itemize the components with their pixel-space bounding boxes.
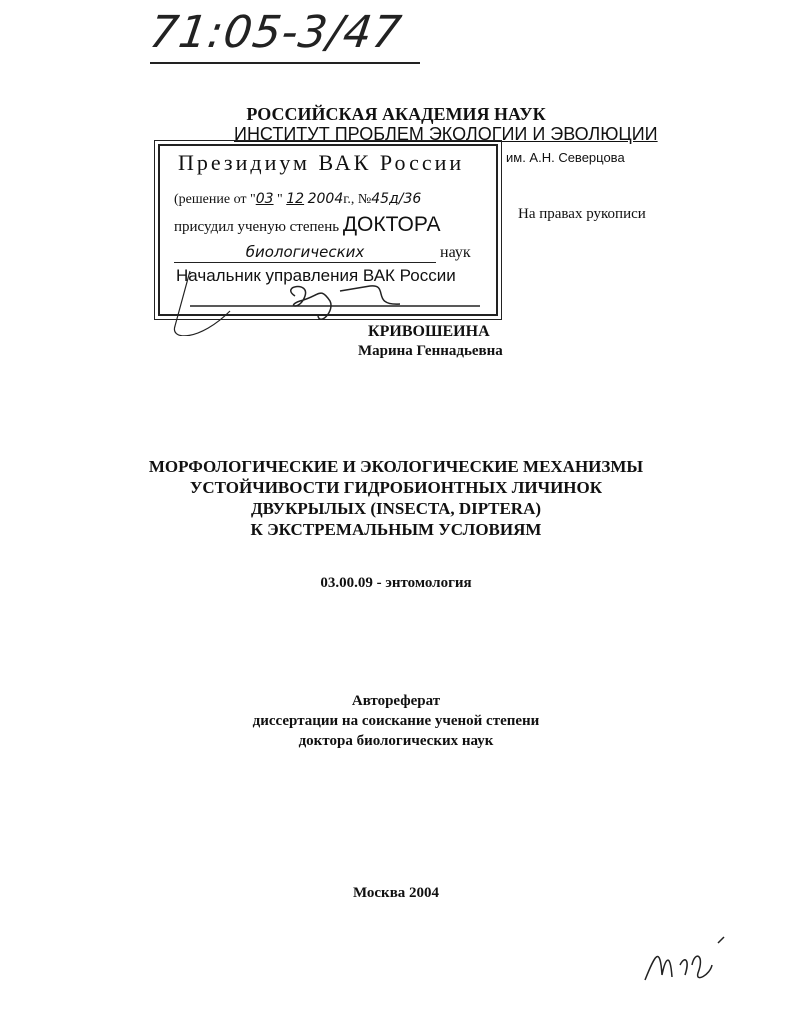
doc-type-line: диссертации на соискание ученой степени <box>252 713 540 729</box>
decision-prefix: (решение от " <box>174 192 256 207</box>
author-name: Марина Геннадьевна <box>358 343 503 359</box>
institute-named-after: им. А.Н. Северцова <box>506 150 625 165</box>
vak-official: Начальник управления ВАК России <box>176 266 456 285</box>
archive-underline <box>150 60 430 66</box>
decision-number: 45д/36 <box>371 191 422 207</box>
degree: ДОКТОРА <box>342 213 441 236</box>
title-line: МОРФОЛОГИЧЕСКИЕ И ЭКОЛОГИЧЕСКИЕ МЕХАНИЗМЫ <box>148 457 644 476</box>
stamp-title: Президиум ВАК России <box>178 150 465 175</box>
sciences-word: наук <box>440 244 471 261</box>
field-of-science: биологических <box>174 242 436 263</box>
manuscript-rights: На правах рукописи <box>518 206 646 222</box>
handwritten-signature <box>640 935 730 995</box>
document-type <box>0 691 792 751</box>
awarded-text: присудил ученую степень <box>174 219 340 235</box>
archive-number-handwritten: 71:05-3/47 <box>146 7 406 58</box>
author-surname: КРИВОШЕИНА <box>368 323 490 340</box>
academy-name: РОССИЙСКАЯ АКАДЕМИЯ НАУК <box>246 104 546 124</box>
vak-stamp: Президиум ВАК России (решение от "03 " 12 2004г., №45д/36 присудил ученую степень ДОКТОРА биологических наук Начальник управления ВАК России <box>158 144 498 316</box>
title-line: К ЭКСТРЕМАЛЬНЫМ УСЛОВИЯМ <box>250 520 542 539</box>
doc-type-line: доктора биологических наук <box>298 733 494 749</box>
decision-year: 2004 <box>307 191 344 207</box>
dissertation-title <box>0 456 792 540</box>
place-year: Москва 2004 <box>352 885 440 901</box>
decision-day: 03 <box>255 191 274 207</box>
doc-type-line: Автореферат <box>351 693 441 709</box>
number-prefix: г., № <box>343 192 372 207</box>
specialty: 03.00.09 - энтомология <box>320 575 472 591</box>
institute-name: ИНСТИТУТ ПРОБЛЕМ ЭКОЛОГИИ И ЭВОЛЮЦИИ <box>234 124 658 144</box>
title-line: УСТОЙЧИВОСТИ ГИДРОБИОНТНЫХ ЛИЧИНОК <box>189 478 603 497</box>
title-line: ДВУКРЫЛЫХ (INSECTA, DIPTERA) <box>250 499 542 518</box>
decision-month: 12 <box>286 191 305 207</box>
